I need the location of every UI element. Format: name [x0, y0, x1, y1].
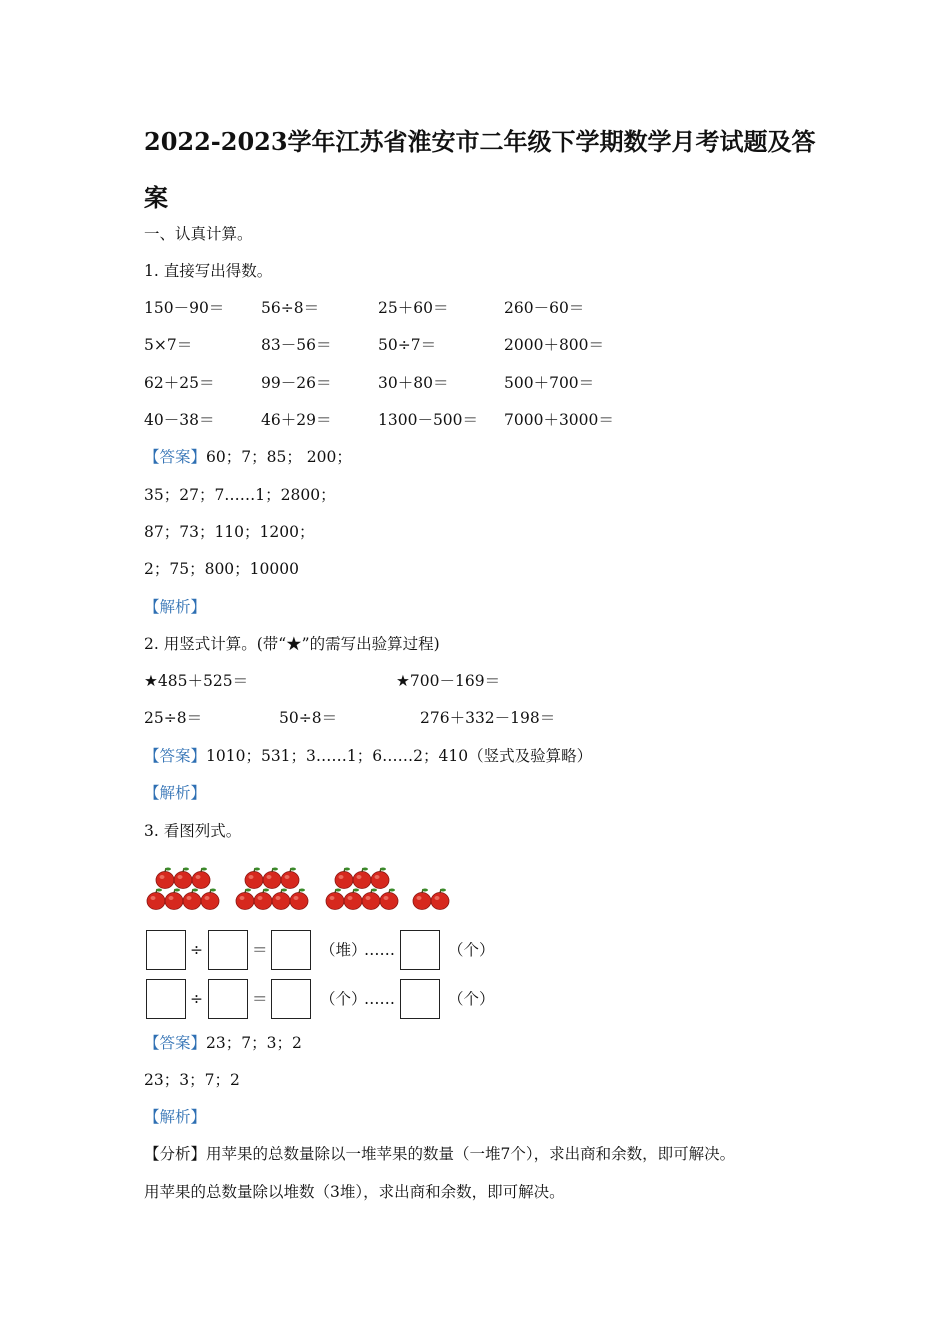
q2-problem: 276＋332－198＝ — [420, 709, 556, 727]
q2-problem: 25÷8＝ — [144, 709, 203, 727]
apple-icon — [431, 889, 449, 910]
q1-cell: 7000＋3000＝ — [504, 411, 614, 429]
apple-icon — [174, 868, 192, 889]
q3-answer-line — [144, 1032, 302, 1054]
unit-label: （堆） — [320, 941, 367, 959]
apple-pile — [326, 868, 398, 910]
answer-box[interactable] — [271, 930, 311, 970]
remainder-dots: …… — [364, 990, 395, 1008]
analysis-tag: 【解析】 — [144, 784, 207, 802]
q1-cell: 99－26＝ — [261, 374, 332, 392]
apple-icon — [245, 868, 263, 889]
apple-icon — [335, 868, 353, 889]
apple-icon — [201, 889, 219, 910]
q2-heading: 2. 用竖式计算。(带“★”的需写出验算过程) — [144, 635, 440, 653]
apple-icon — [362, 889, 380, 910]
q1-cell: 500＋700＝ — [504, 374, 595, 392]
q3-answer-line: 23；3；7；2 — [144, 1071, 240, 1089]
apple-icon — [263, 868, 281, 889]
apple-icon — [165, 889, 183, 910]
divide-sign: ÷ — [190, 990, 203, 1008]
q1-cell: 2000＋800＝ — [504, 336, 605, 354]
q1-cell: 40－38＝ — [144, 411, 215, 429]
q1-cell: 150－90＝ — [144, 299, 225, 317]
q1-answer-line: 87；73；110；1200； — [144, 523, 315, 541]
answer-box[interactable] — [146, 979, 186, 1019]
q1-cell: 25＋60＝ — [378, 299, 449, 317]
q3-analysis-line: 用苹果的总数量除以堆数（3堆），求出商和余数，即可解决。 — [144, 1183, 565, 1201]
q1-answer-line: 2；75；800；10000 — [144, 560, 299, 578]
remainder-dots: …… — [364, 941, 395, 959]
analysis-tag: 【解析】 — [144, 598, 207, 616]
answer-box[interactable] — [400, 979, 440, 1019]
q1-answer-line — [144, 446, 352, 468]
unit-label: （个） — [320, 990, 367, 1008]
answer-tag: 【答案】 — [144, 747, 207, 765]
q2-problem: ★485＋525＝ — [144, 672, 249, 690]
answer-text: 60；7；85； 200； — [206, 448, 352, 466]
q1-cell: 50÷7＝ — [378, 336, 437, 354]
q1-cell: 5×7＝ — [144, 336, 193, 354]
q1-cell: 56÷8＝ — [261, 299, 320, 317]
fenxi-tag: 【分析】 — [144, 1145, 207, 1163]
apple-icon — [353, 868, 371, 889]
answer-box[interactable] — [208, 979, 248, 1019]
apple-icon — [380, 889, 398, 910]
q1-cell: 30＋80＝ — [378, 374, 449, 392]
answer-box[interactable] — [208, 930, 248, 970]
apple-leftover — [413, 889, 449, 910]
apple-icon — [272, 889, 290, 910]
q2-problem: ★700－169＝ — [396, 672, 501, 690]
apple-icon — [326, 889, 344, 910]
apple-pile — [236, 868, 308, 910]
divide-sign: ÷ — [190, 941, 203, 959]
section-heading-1: 一、认真计算。 — [144, 225, 253, 243]
apple-picture — [144, 862, 464, 914]
q1-cell: 260－60＝ — [504, 299, 585, 317]
q1-cell: 46＋29＝ — [261, 411, 332, 429]
apple-icon — [156, 868, 174, 889]
answer-text: 1010；531；3……1；6……2；410（竖式及验算略） — [206, 747, 593, 765]
equals-sign: ＝ — [252, 990, 268, 1008]
q3-analysis-line — [144, 1143, 735, 1165]
fenxi-text: 用苹果的总数量除以一堆苹果的数量（一堆7个），求出商和余数，即可解决。 — [206, 1145, 736, 1163]
apple-icon — [254, 889, 272, 910]
apple-icon — [413, 889, 431, 910]
answer-tag: 【答案】 — [144, 448, 207, 466]
apple-icon — [183, 889, 201, 910]
q1-cell: 83－56＝ — [261, 336, 332, 354]
q3-heading: 3. 看图列式。 — [144, 822, 242, 840]
equals-sign: ＝ — [252, 941, 268, 959]
unit-label: （个） — [448, 941, 495, 959]
answer-box[interactable] — [146, 930, 186, 970]
apple-icon — [281, 868, 299, 889]
answer-text: 23；7；3；2 — [206, 1034, 302, 1052]
analysis-tag: 【解析】 — [144, 1108, 207, 1126]
q2-answer-line — [144, 745, 592, 767]
answer-box[interactable] — [400, 930, 440, 970]
q1-cell: 62＋25＝ — [144, 374, 215, 392]
apple-icon — [344, 889, 362, 910]
apple-icon — [147, 889, 165, 910]
apple-icon — [290, 889, 308, 910]
apple-icon — [371, 868, 389, 889]
q1-cell: 1300－500＝ — [378, 411, 479, 429]
page-title: 2022-2023学年江苏省淮安市二年级下学期数学月考试题及答案 — [144, 127, 816, 212]
q2-problem: 50÷8＝ — [279, 709, 338, 727]
unit-label: （个） — [448, 990, 495, 1008]
q1-answer-line: 35；27；7……1；2800； — [144, 486, 336, 504]
answer-box[interactable] — [271, 979, 311, 1019]
answer-tag: 【答案】 — [144, 1034, 207, 1052]
apple-icon — [236, 889, 254, 910]
apple-pile — [147, 868, 219, 910]
q1-heading: 1. 直接写出得数。 — [144, 262, 273, 280]
apple-icon — [192, 868, 210, 889]
